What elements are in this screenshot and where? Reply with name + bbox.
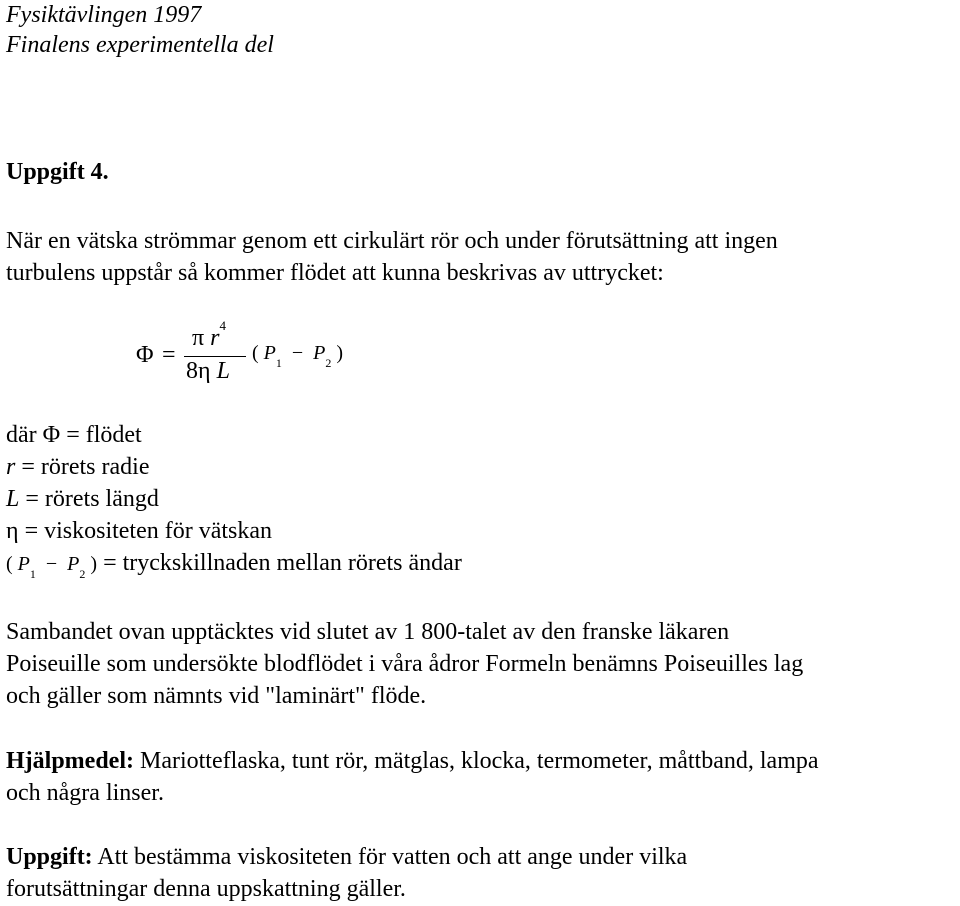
definition-L	[6, 483, 462, 515]
definition-text: = rörets radie	[15, 454, 150, 480]
phi-symbol: Φ	[42, 422, 61, 448]
intro-line-2: turbulens uppstår så kommer flödet att kunna beskrivas av uttrycket:	[6, 260, 664, 286]
intro-paragraph	[6, 225, 778, 289]
p-symbol: P	[313, 342, 326, 364]
pressure-difference-symbol	[6, 553, 98, 581]
minus-sign: −	[45, 553, 58, 575]
close-paren: )	[336, 342, 344, 364]
L-symbol: L	[6, 486, 20, 512]
definition-pressure-difference	[6, 547, 462, 579]
history-line-2: Poiseuille som undersökte blodflödet i våra ådror Formeln benämns Poiseuilles lag	[6, 651, 804, 677]
header-competition-title: Fysiktävlingen 1997	[6, 2, 202, 28]
formula-pressure-difference	[252, 342, 343, 368]
open-paren: (	[6, 553, 13, 575]
p-symbol: P	[67, 553, 80, 575]
minus-sign: −	[291, 342, 304, 364]
header-subtitle: Finalens experimentella del	[6, 32, 274, 58]
formula-L: L	[216, 358, 230, 384]
p-symbol: P	[263, 342, 276, 364]
history-line-1: Sambandet ovan upptäcktes vid slutet av 1 800-talet av den franske läkaren	[6, 619, 730, 645]
equipment-paragraph	[6, 745, 819, 809]
assignment-line-2: forutsättningar denna uppskattning gäller.	[6, 876, 406, 902]
formula-pi: π	[192, 325, 205, 351]
definition-eta	[6, 515, 462, 547]
formula-denominator	[186, 358, 230, 385]
formula-phi: Φ	[136, 342, 154, 368]
definition-text: = tryckskillnaden mellan rörets ändar	[97, 550, 462, 576]
equipment-label: Hjälpmedel:	[6, 748, 134, 774]
equipment-line-1	[6, 745, 819, 777]
sub-1: 1	[275, 356, 282, 370]
p-symbol: P	[17, 553, 30, 575]
history-paragraph	[6, 616, 803, 712]
definition-prefix: där	[6, 422, 43, 448]
definition-r	[6, 451, 462, 483]
formula-eight: 8	[186, 358, 198, 384]
intro-line-1: När en vätska strömmar genom ett cirkulärt rör och under förutsättning att ingen	[6, 228, 778, 254]
definition-text: = viskositeten för vätskan	[18, 518, 273, 544]
r-symbol: r	[6, 454, 16, 480]
open-paren: (	[252, 342, 259, 364]
formula-exponent: 4	[219, 318, 226, 333]
formula-r: r	[210, 325, 220, 351]
poiseuille-formula	[136, 318, 366, 392]
close-paren: )	[90, 553, 98, 575]
assignment-paragraph	[6, 841, 687, 905]
formula-numerator	[192, 318, 226, 352]
assignment-text: Att bestämma viskositeten för vatten och att ange under vilka	[92, 844, 688, 870]
sub-2: 2	[79, 567, 86, 581]
formula-eta: η	[198, 358, 211, 384]
sub-2: 2	[325, 356, 332, 370]
history-line-3: och gäller som nämnts vid "laminärt" flöde.	[6, 683, 427, 709]
definitions-list	[6, 419, 462, 579]
eta-symbol: η	[6, 518, 19, 544]
definition-text: = rörets längd	[19, 486, 159, 512]
definition-phi	[6, 419, 462, 451]
definition-text: = flödet	[60, 422, 142, 448]
sub-1: 1	[29, 567, 36, 581]
task-title: Uppgift 4.	[6, 159, 109, 185]
assignment-label: Uppgift:	[6, 844, 93, 870]
fraction-bar	[184, 356, 246, 357]
assignment-line-1	[6, 841, 687, 873]
formula-equals: =	[162, 342, 176, 368]
equipment-line-2: och några linser.	[6, 780, 164, 806]
equipment-text: Mariotteflaska, tunt rör, mätglas, klocka, termometer, måttband, lampa	[133, 748, 819, 774]
